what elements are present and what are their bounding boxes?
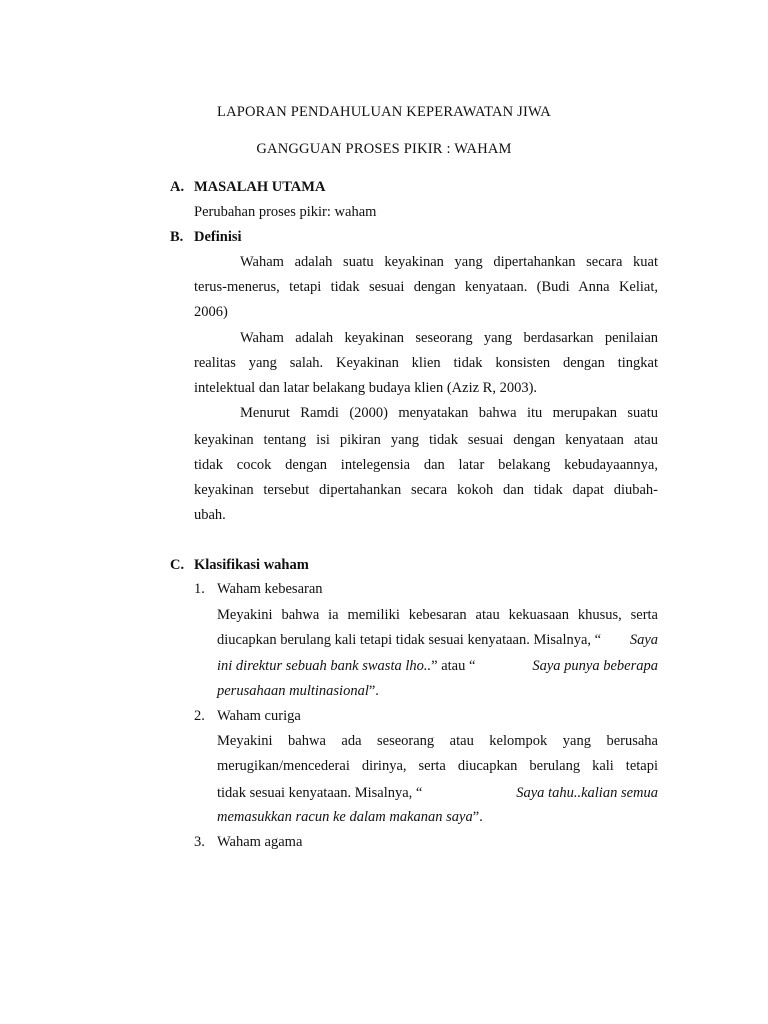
- section-a-heading: [170, 179, 670, 196]
- paragraph-line: Meyakini bahwa ia memiliki kebesaran atau kekuasaan khusus, serta: [217, 607, 658, 623]
- section-title: Klasifikasi waham: [194, 557, 309, 573]
- paragraph-line: memasukkan racun ke dalam makanan saya”.: [217, 809, 483, 825]
- paragraph-line: diucapkan berulang kali tetapi tidak sesuai kenyataan. Misalnya, “ Saya: [217, 632, 658, 648]
- section-c-heading: [170, 557, 670, 574]
- document-subtitle: GANGGUAN PROSES PIKIR : WAHAM: [256, 141, 512, 157]
- section-title: Definisi: [194, 229, 242, 245]
- paragraph-line: intelektual dan latar belakang budaya klien (Aziz R, 2003).: [194, 380, 538, 396]
- paragraph-line: keyakinan tentang isi pikiran yang tidak sesuai dengan kenyataan atau: [194, 432, 658, 448]
- list-number: 3.: [194, 834, 205, 850]
- paragraph-line: tidak sesuai kenyataan. Misalnya, “ Saya tahu..kalian semua: [217, 785, 658, 801]
- paragraph-line: ini direktur sebuah bank swasta lho..” atau “ Saya punya beberapa: [217, 658, 658, 674]
- paragraph-line: keyakinan tersebut dipertahankan secara kokoh dan tidak dapat diubah-: [194, 482, 658, 498]
- list-item-label: Waham kebesaran: [217, 581, 323, 597]
- paragraph-line: realitas yang salah. Keyakinan klien tidak konsisten dengan tingkat: [194, 355, 658, 371]
- section-a-text: Perubahan proses pikir: waham: [194, 204, 377, 220]
- list-item-label: Waham curiga: [217, 708, 301, 724]
- paragraph-line: merugikan/mencederai dirinya, serta diucapkan berulang kali tetapi: [217, 758, 658, 774]
- paragraph-line: Waham adalah keyakinan seseorang yang berdasarkan penilaian: [240, 330, 658, 346]
- paragraph-line: Waham adalah suatu keyakinan yang dipertahankan secara kuat: [240, 254, 658, 270]
- paragraph-line: terus-menerus, tetapi tidak sesuai dengan kenyataan. (Budi Anna Keliat,: [194, 279, 658, 295]
- paragraph-line: tidak cocok dengan intelegensia dan latar belakang kebudayaannya,: [194, 457, 658, 473]
- section-title: MASALAH UTAMA: [194, 179, 326, 195]
- list-number: 1.: [194, 581, 205, 597]
- section-letter: C.: [170, 557, 185, 573]
- list-item-label: Waham agama: [217, 834, 303, 850]
- paragraph-line: 2006): [194, 304, 228, 320]
- section-letter: A.: [170, 179, 185, 195]
- paragraph-line: perusahaan multinasional”.: [217, 683, 379, 699]
- document-title: LAPORAN PENDAHULUAN KEPERAWATAN JIWA: [217, 104, 551, 120]
- section-b-heading: [170, 229, 670, 246]
- list-number: 2.: [194, 708, 205, 724]
- paragraph-line: ubah.: [194, 507, 226, 523]
- paragraph-line: Menurut Ramdi (2000) menyatakan bahwa itu merupakan suatu: [240, 405, 658, 421]
- paragraph-line: Meyakini bahwa ada seseorang atau kelompok yang berusaha: [217, 733, 658, 749]
- section-letter: B.: [170, 229, 184, 245]
